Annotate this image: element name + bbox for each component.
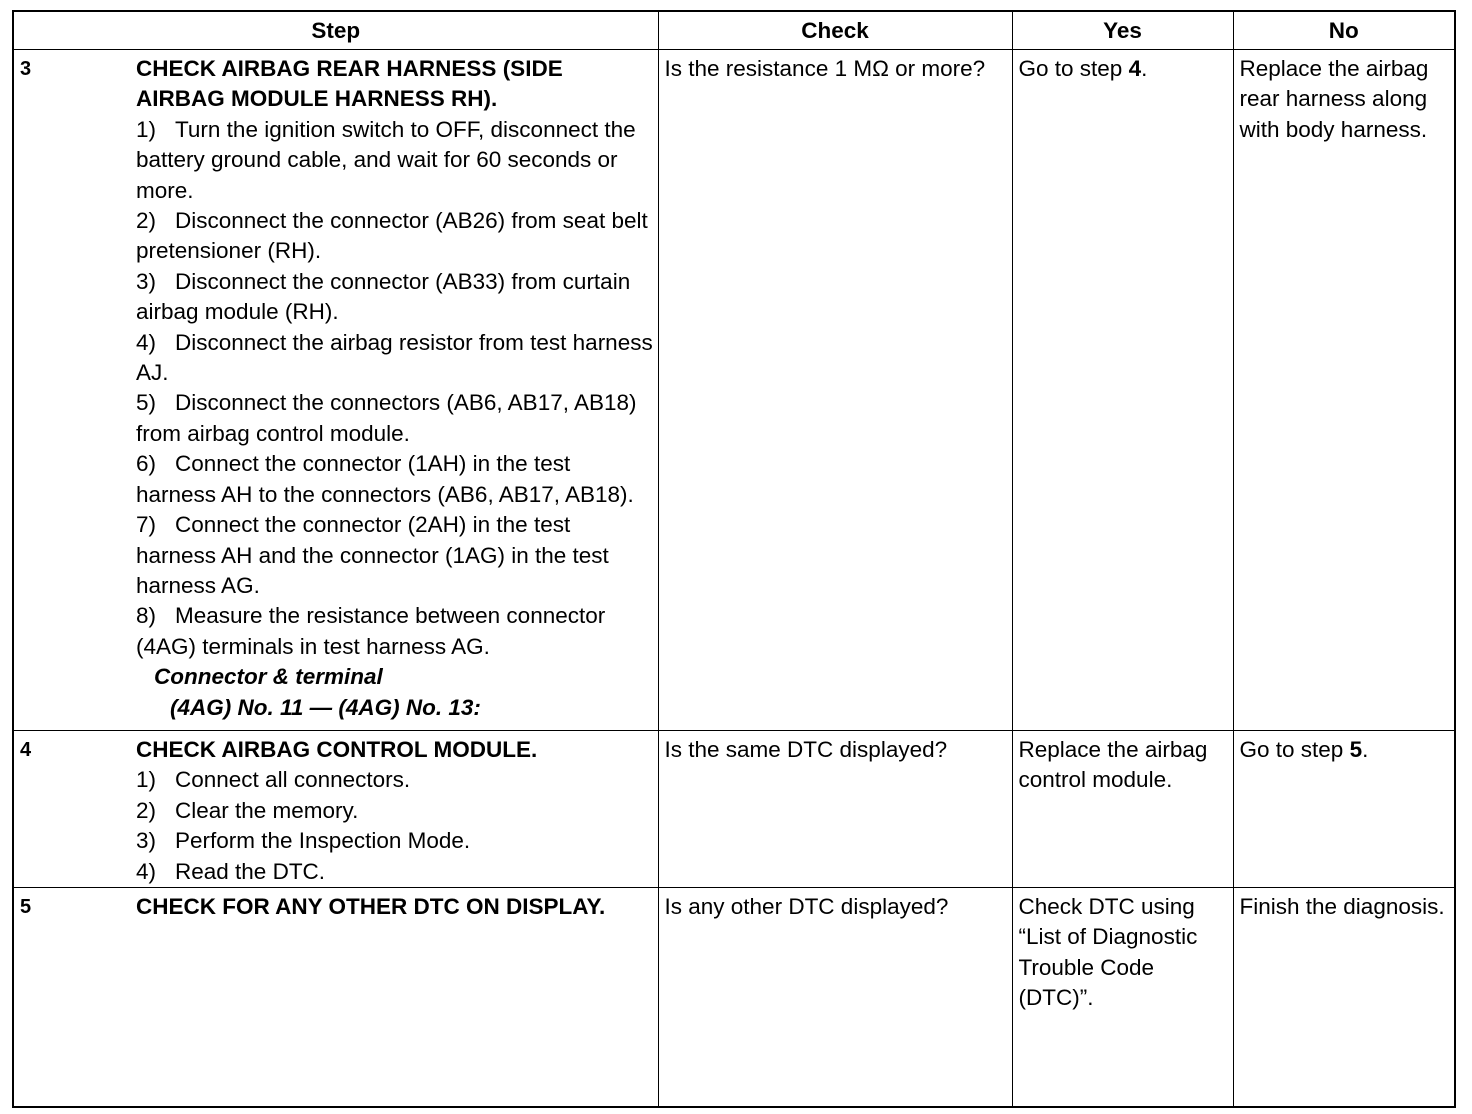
substep-text: Disconnect the connector (AB33) from curtain airbag module (RH). <box>136 268 631 325</box>
substep-text: Disconnect the airbag resistor from test harness AJ. <box>136 329 653 386</box>
step-number: 5 <box>20 896 32 919</box>
substep-number: 1) <box>136 767 157 793</box>
substep-text: Connect the connector (1AH) in the test harness AH to the connectors (AB6, AB17, AB18). <box>136 451 634 507</box>
header-yes: Yes <box>1012 11 1233 50</box>
step-number: 3 <box>20 58 32 80</box>
step-title: CHECK FOR ANY OTHER DTC ON DISPLAY. <box>136 894 606 920</box>
substep <box>136 115 654 206</box>
spec-label: Connector & terminal <box>154 664 383 690</box>
step-ref: 5 <box>1349 737 1363 762</box>
header-step: Step <box>13 11 658 50</box>
substep-text: Perform the Inspection Mode. <box>175 828 471 854</box>
no-cell <box>1233 731 1455 888</box>
substep-number: 4) <box>136 858 157 884</box>
substep-number: 2) <box>136 797 157 823</box>
yes-cell: Replace the airbag control module. <box>1012 731 1233 888</box>
substep-text: Connect all connectors. <box>175 767 411 793</box>
substep <box>136 267 654 328</box>
step-number: 4 <box>20 739 32 761</box>
substep <box>136 857 654 887</box>
substep-number: 8) <box>136 603 157 629</box>
substep-number: 5) <box>136 390 157 416</box>
substep-number: 4) <box>136 329 157 355</box>
substep-number: 6) <box>136 451 157 477</box>
no-cell: Finish the diagnosis. <box>1233 888 1455 1107</box>
substep-number: 3) <box>136 828 157 854</box>
substep-text: Measure the resistance between connector (4AG) terminals in test harness AG. <box>136 603 606 659</box>
yes-suffix: . <box>1141 56 1148 81</box>
header-check: Check <box>658 11 1012 50</box>
step-cell <box>13 731 658 888</box>
step-title: CHECK AIRBAG CONTROL MODULE. <box>136 737 538 762</box>
table-row <box>13 731 1455 888</box>
yes-text: Go to step <box>1018 56 1129 81</box>
header-no: No <box>1233 11 1455 50</box>
substep <box>136 796 654 826</box>
substep-text: Disconnect the connector (AB26) from seat belt pretensioner (RH). <box>136 208 648 264</box>
substep-text: Clear the memory. <box>175 797 359 823</box>
no-text: Go to step <box>1239 737 1350 762</box>
substep <box>136 765 654 795</box>
substep-number: 3) <box>136 268 157 294</box>
step-title: CHECK AIRBAG REAR HARNESS (SIDE AIRBAG MODULE HARNESS RH). <box>136 56 563 112</box>
substep-number: 1) <box>136 116 157 142</box>
table-row <box>13 888 1455 1107</box>
substep <box>136 826 654 856</box>
substep-text: Turn the ignition switch to OFF, disconnect the battery ground cable, and wait for 60 seconds or more. <box>136 116 636 203</box>
substep-number: 2) <box>136 208 157 234</box>
substep <box>136 206 654 267</box>
substep <box>136 388 654 449</box>
check-cell: Is any other DTC displayed? <box>658 888 1012 1107</box>
substep-text: Disconnect the connectors (AB6, AB17, AB18) from airbag control module. <box>136 390 637 446</box>
substep <box>136 449 654 510</box>
step-cell <box>13 888 658 1107</box>
header-row <box>13 11 1455 50</box>
substep <box>136 510 654 601</box>
check-cell: Is the resistance 1 MΩ or more? <box>658 50 1012 731</box>
yes-cell <box>1012 50 1233 731</box>
substep-text: Connect the connector (2AH) in the test harness AH and the connector (1AG) in the test harness AG. <box>136 512 609 598</box>
substep <box>136 328 654 389</box>
step-ref: 4 <box>1128 56 1142 81</box>
diagnostic-table <box>12 10 1456 1108</box>
check-cell: Is the same DTC displayed? <box>658 731 1012 888</box>
no-suffix: . <box>1362 737 1369 762</box>
spec-value: (4AG) No. 11 — (4AG) No. 13: <box>170 694 481 720</box>
substep-text: Read the DTC. <box>175 858 326 884</box>
no-cell: Replace the airbag rear harness along with body harness. <box>1233 50 1455 731</box>
yes-cell: Check DTC using “List of Diagnostic Trouble Code (DTC)”. <box>1012 888 1233 1107</box>
substep-number: 7) <box>136 512 157 538</box>
substep <box>136 601 654 662</box>
step-cell <box>13 50 658 731</box>
table-row <box>13 50 1455 731</box>
